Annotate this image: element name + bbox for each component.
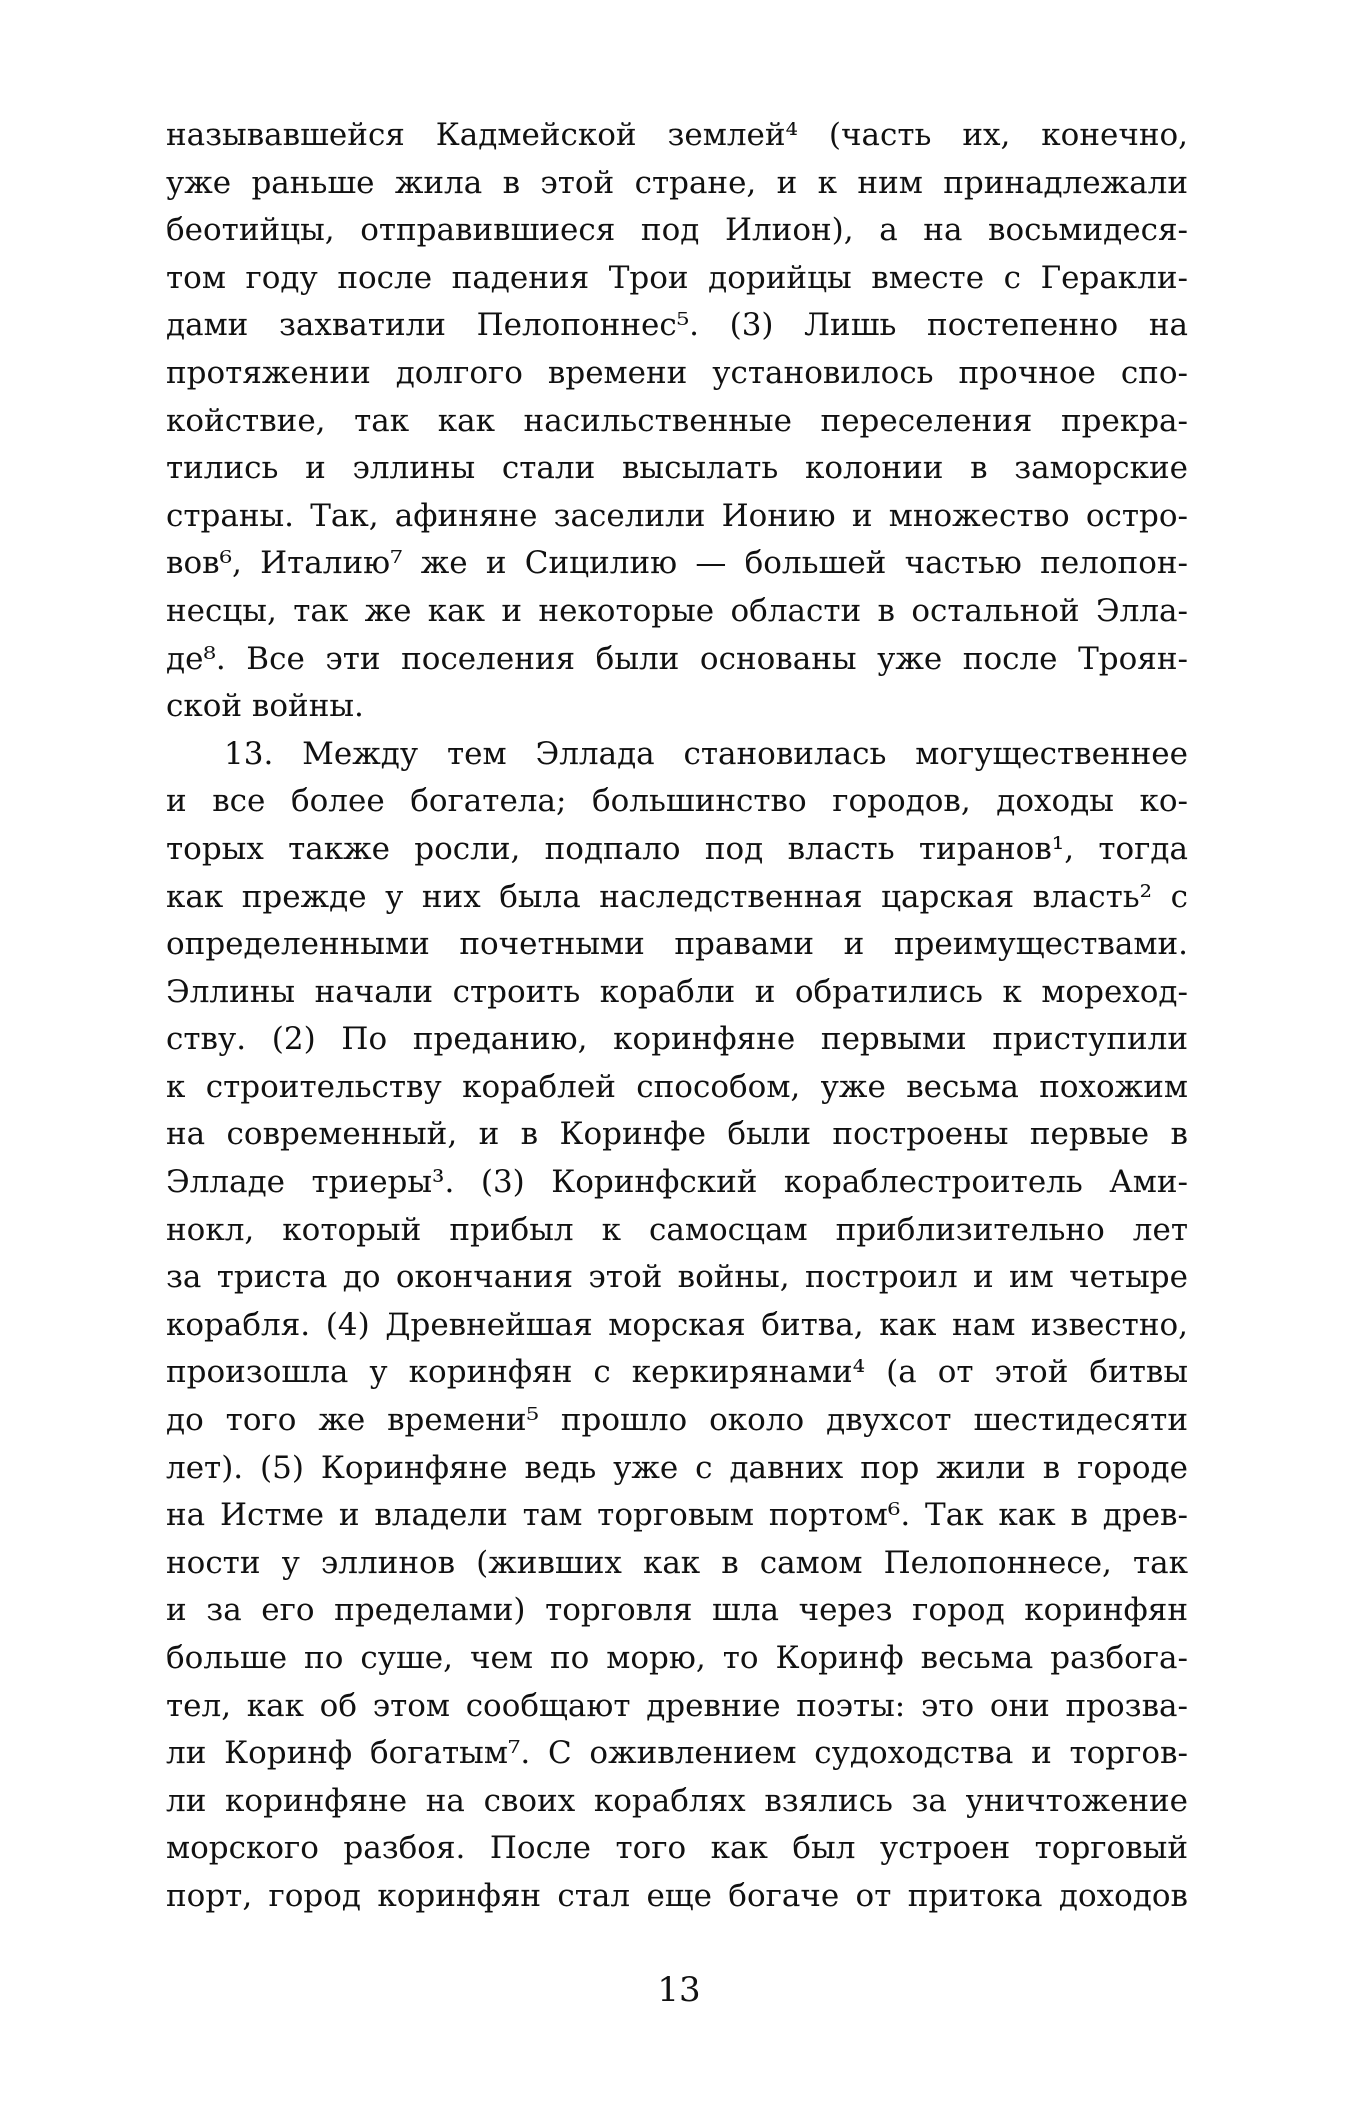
- text-line: на Истме и владели там торговым портом⁶. Так как в древ-: [166, 1497, 1188, 1534]
- text-line: торых также росли, подпало под власть тиранов¹, тогда: [166, 830, 1188, 867]
- page-number: 13: [657, 1970, 701, 2010]
- text-line: де⁸. Все эти поселения были основаны уже после Троян-: [166, 640, 1188, 677]
- text-line: как прежде у них была наследственная царская власть² с: [166, 878, 1188, 915]
- text-line: койствие, так как насильственные переселения прекра-: [166, 402, 1188, 439]
- text-line: за триста до окончания этой войны, построил и им четыре: [166, 1259, 1188, 1296]
- body-text: [166, 112, 1188, 1921]
- text-line: больше по суше, чем по морю, то Коринф весьма разбога-: [166, 1640, 1188, 1676]
- text-line: тел, как об этом сообщают древние поэты: это они прозва-: [166, 1687, 1188, 1724]
- text-line: к строительству кораблей способом, уже весьма похожим: [166, 1068, 1188, 1105]
- text-line: порт, город коринфян стал еще богаче от притока доходов: [166, 1877, 1188, 1914]
- text-line: уже раньше жила в этой стране, и к ним принадлежали: [166, 164, 1188, 201]
- text-line: нокл, который прибыл к самосцам приблизительно лет: [166, 1211, 1188, 1248]
- text-line: и за его пределами) торговля шла через город коринфян: [166, 1592, 1188, 1629]
- text-line: произошла у коринфян с керкирянами⁴ (а от этой битвы: [166, 1354, 1188, 1391]
- text-line: беотийцы, отправившиеся под Илион), а на восьмидеся-: [166, 212, 1188, 249]
- text-line: ству. (2) По преданию, коринфяне первыми приступили: [166, 1021, 1188, 1058]
- text-line: ли коринфяне на своих кораблях взялись за уничтожение: [166, 1782, 1188, 1819]
- text-line: определенными почетными правами и преимуществами.: [166, 926, 1188, 963]
- text-line: тились и эллины стали высылать колонии в заморские: [166, 450, 1188, 487]
- text-line: протяжении долгого времени установилось прочное спо-: [166, 354, 1188, 391]
- text-line: дами захватили Пелопоннес⁵. (3) Лишь постепенно на: [166, 307, 1188, 344]
- text-line: и все более богатела; большинство городов, доходы ко-: [166, 783, 1188, 820]
- text-line: Элладе триеры³. (3) Коринфский кораблестроитель Ами-: [166, 1164, 1188, 1201]
- text-line: том году после падения Трои дорийцы вместе с Геракли-: [166, 259, 1188, 296]
- text-line: называвшейся Кадмейской землей⁴ (часть их, конечно,: [166, 117, 1188, 153]
- text-line: лет). (5) Коринфяне ведь уже с давних пор жили в городе: [166, 1449, 1188, 1486]
- text-line: ли Коринф богатым⁷. С оживлением судоходства и торгов-: [166, 1735, 1188, 1772]
- text-line: несцы, так же как и некоторые области в остальной Элла-: [166, 592, 1188, 629]
- section-13-start-line: 13. Между тем Эллада становилась могущественнее: [224, 735, 1188, 772]
- text-line: морского разбоя. После того как был устроен торговый: [166, 1830, 1188, 1867]
- text-line: Эллины начали строить корабли и обратились к мореход-: [166, 973, 1188, 1010]
- text-line: до того же времени⁵ прошло около двухсот шестидесяти: [166, 1402, 1188, 1439]
- text-line: корабля. (4) Древнейшая морская битва, как нам известно,: [166, 1306, 1188, 1343]
- text-line: страны. Так, афиняне заселили Ионию и множество остро-: [166, 497, 1188, 534]
- text-line: на современный, и в Коринфе были построены первые в: [166, 1116, 1188, 1153]
- text-line: ности у эллинов (живших как в самом Пелопоннесе, так: [166, 1544, 1188, 1581]
- text-line: вов⁶, Италию⁷ же и Сицилию — большей частью пелопон-: [166, 545, 1188, 582]
- paragraph-end-line: ской войны.: [166, 688, 364, 725]
